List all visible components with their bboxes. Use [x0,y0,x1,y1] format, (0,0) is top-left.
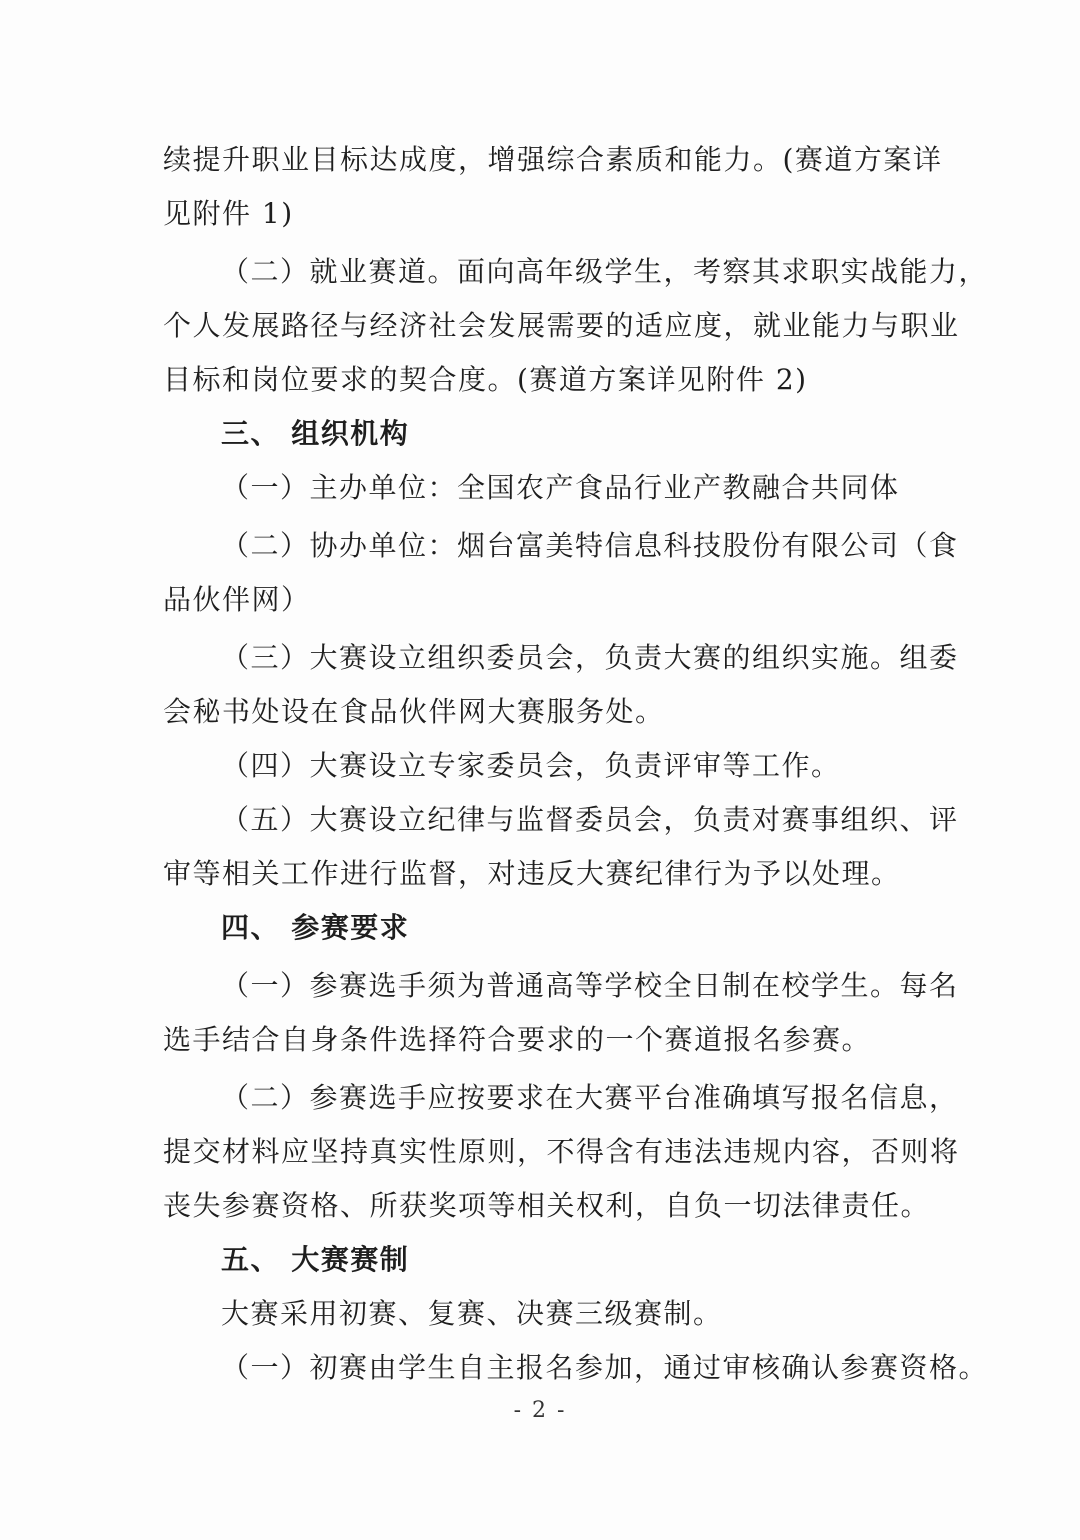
paragraph-line: （四）大赛设立专家委员会，负责评审等工作。 [221,749,841,782]
paragraph-line: 目标和岗位要求的契合度。(赛道方案详见附件 2) [163,363,808,396]
paragraph-line: 提交材料应坚持真实性原则，不得含有违法违规内容，否则将 [163,1135,960,1168]
paragraph-line: 丧失参赛资格、所获奖项等相关权利，自负一切法律责任。 [163,1189,931,1222]
paragraph-line: 见附件 1) [163,197,294,230]
paragraph-line: 续提升职业目标达成度，增强综合素质和能力。(赛道方案详 [163,143,943,176]
paragraph-line: （一）主办单位：全国农产食品行业产教融合共同体 [221,471,900,504]
paragraph-line: （一）初赛由学生自主报名参加，通过审核确认参赛资格。 [221,1351,989,1384]
paragraph-line: （三）大赛设立组织委员会，负责大赛的组织实施。组委 [221,641,959,674]
section-heading: 五、 大赛赛制 [221,1243,410,1276]
document-body [163,133,989,1395]
paragraph-line: 个人发展路径与经济社会发展需要的适应度，就业能力与职业 [163,309,960,342]
paragraph-line: （二）就业赛道。面向高年级学生，考察其求职实战能力， [221,255,989,288]
paragraph-line: （五）大赛设立纪律与监督委员会，负责对赛事组织、评 [221,803,959,836]
paragraph-line: （二）参赛选手应按要求在大赛平台准确填写报名信息， [221,1081,959,1114]
paragraph-line: 会秘书处设在食品伙伴网大赛服务处。 [163,695,665,728]
section-heading: 四、 参赛要求 [221,911,410,944]
paragraph-line: 品伙伴网） [163,583,311,616]
paragraph-line: 大赛采用初赛、复赛、决赛三级赛制。 [221,1297,723,1330]
paragraph-line: （二）协办单位：烟台富美特信息科技股份有限公司（食 [221,529,959,562]
paragraph-line: 选手结合自身条件选择符合要求的一个赛道报名参赛。 [163,1023,872,1056]
paragraph-line: （一）参赛选手须为普通高等学校全日制在校学生。每名 [221,969,959,1002]
paragraph-line: 审等相关工作进行监督，对违反大赛纪律行为予以处理。 [163,857,901,890]
page-number: - 2 - [513,1398,567,1423]
section-heading: 三、 组织机构 [221,417,410,450]
